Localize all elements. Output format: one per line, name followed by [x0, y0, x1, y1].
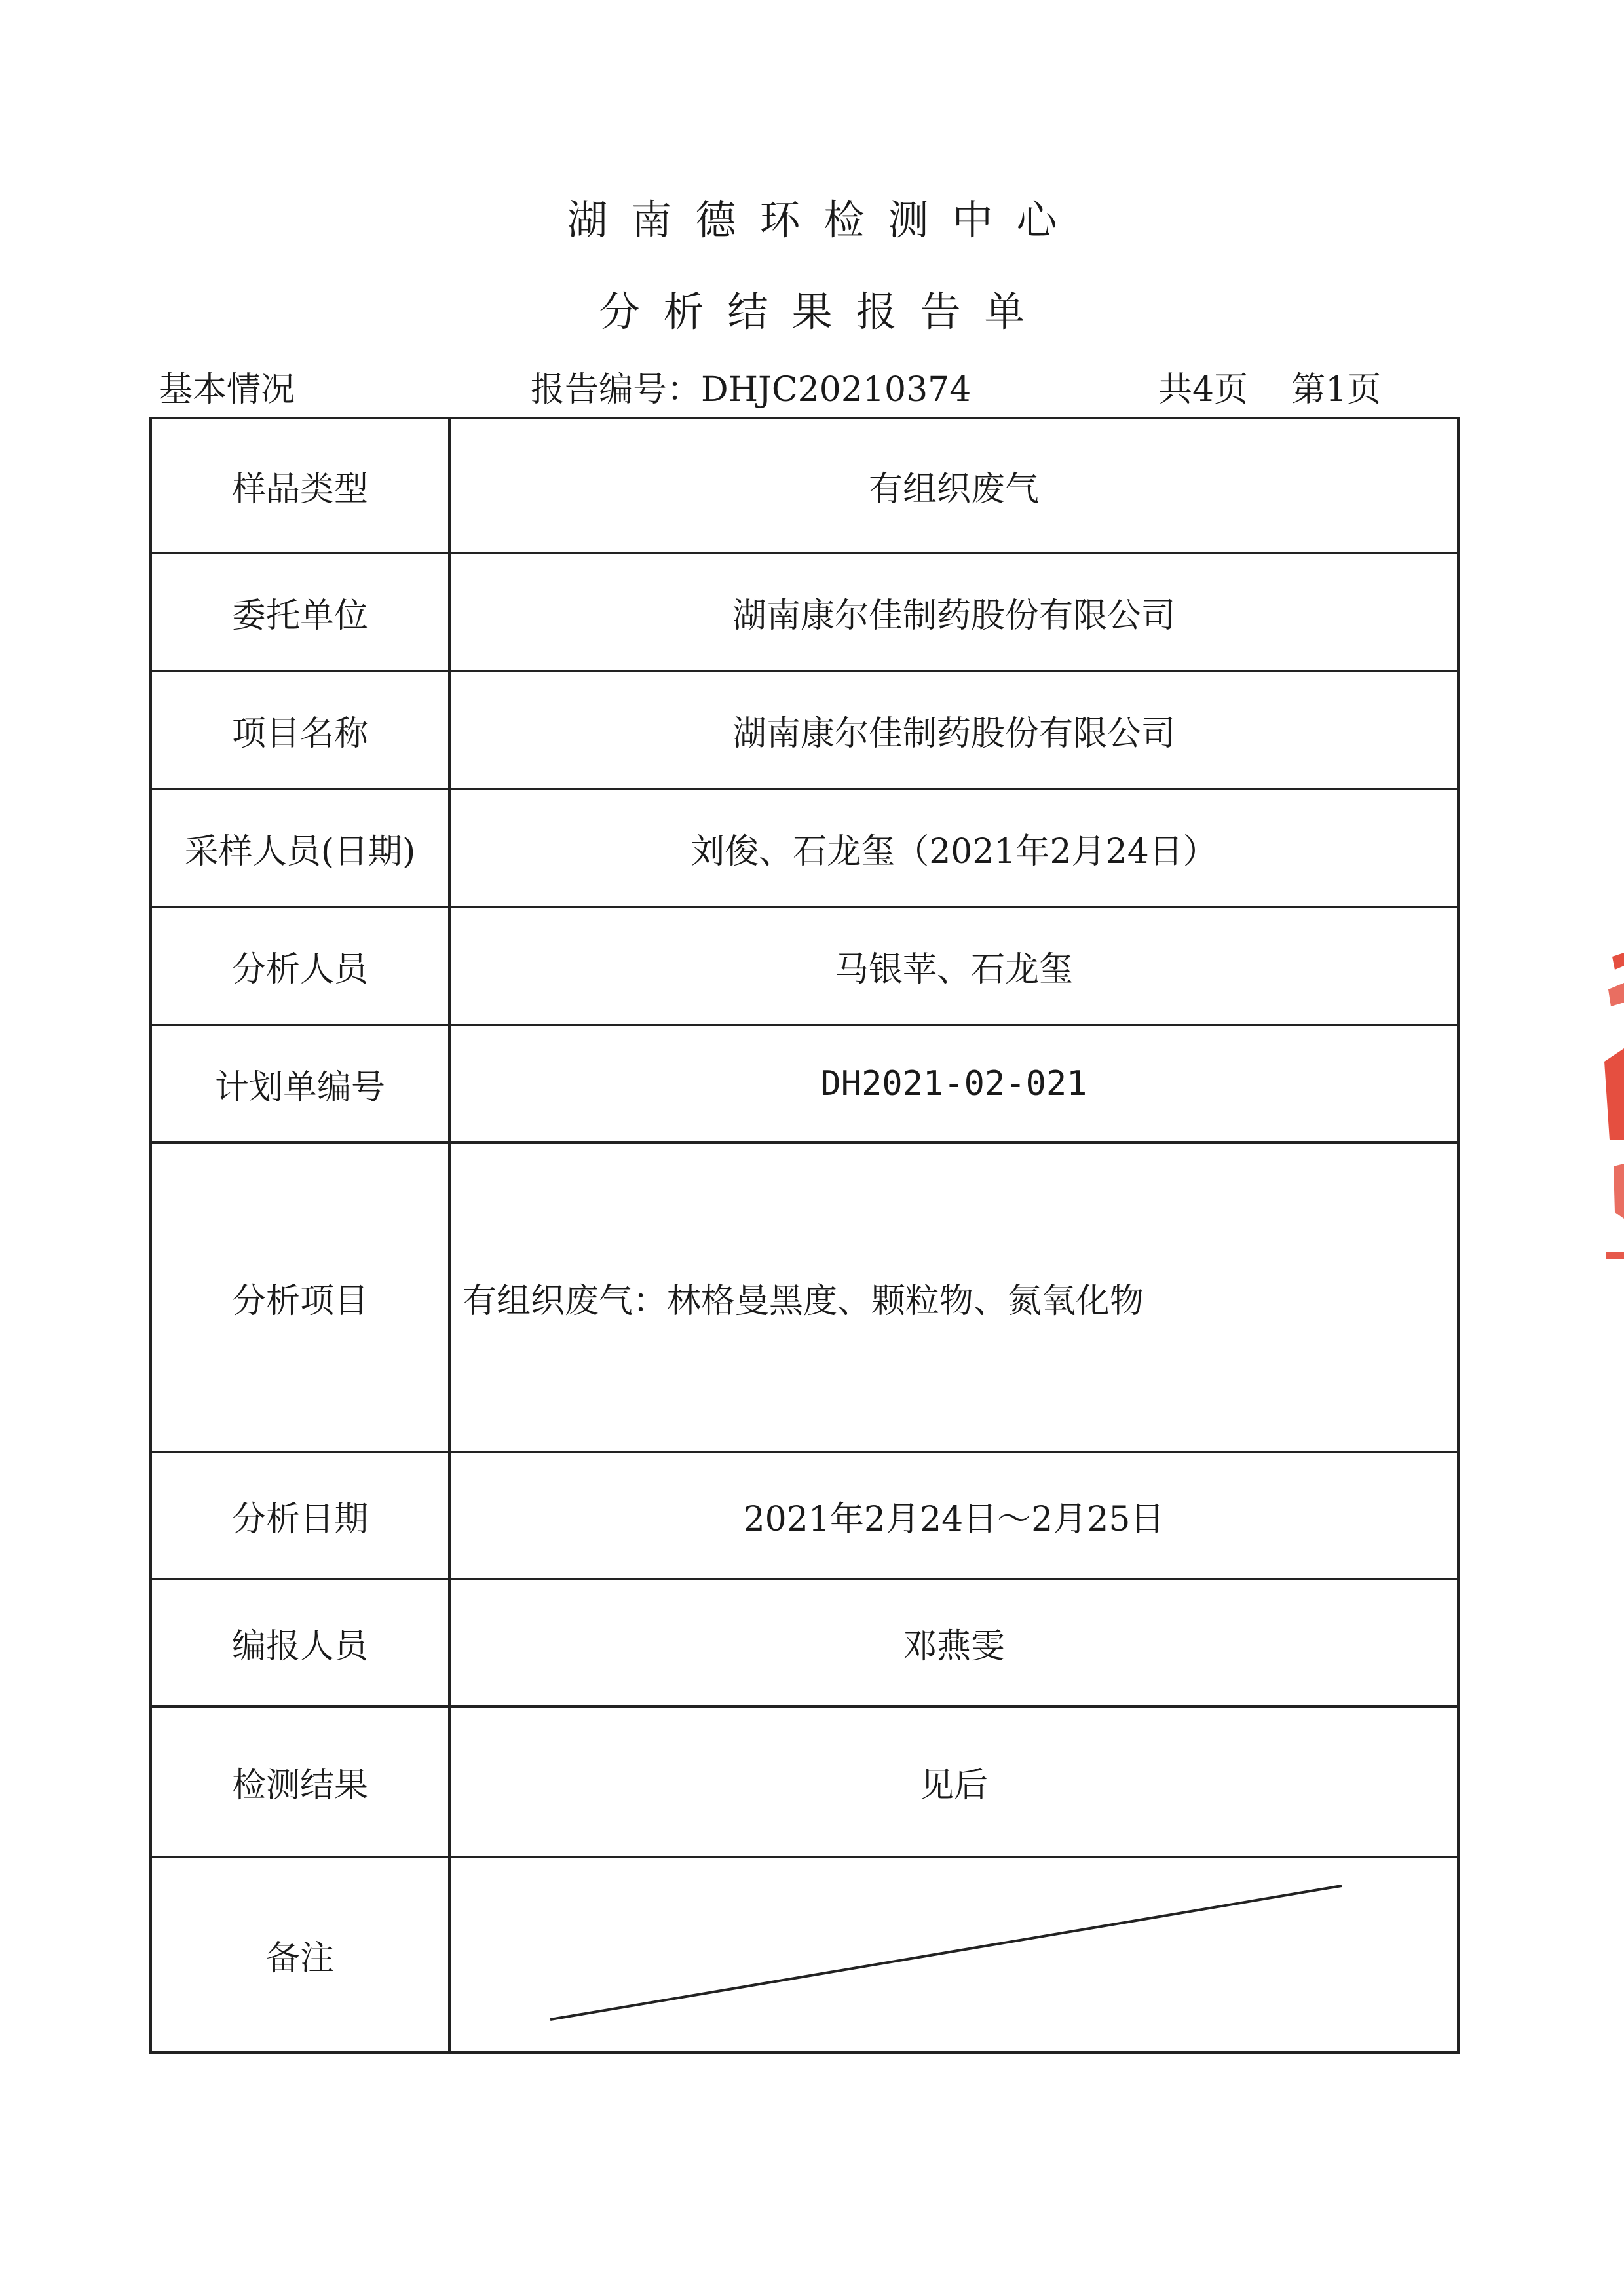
table-row: [151, 789, 1458, 907]
report-number: 报告编号：DHJC20210374: [531, 370, 972, 410]
row-value-compiler: 邓燕雯: [449, 1579, 1458, 1706]
red-seal-stamp-partial: [1595, 944, 1624, 1271]
table-row: [151, 907, 1458, 1025]
row-value-client: 湖南康尔佳制药股份有限公司: [449, 553, 1458, 671]
row-value-sampler: 刘俊、石龙玺（2021年2月24日）: [449, 789, 1458, 907]
section-label: 基本情况: [159, 370, 295, 410]
row-label-sampler: 采样人员(日期): [151, 789, 449, 907]
row-value-remarks: [449, 1857, 1458, 2052]
table-row: [151, 1143, 1458, 1452]
row-value-analyst: 马银苹、石龙玺: [449, 907, 1458, 1025]
row-label-sample-type: 样品类型: [151, 418, 449, 553]
row-label-client: 委托单位: [151, 553, 449, 671]
table-row: [151, 1857, 1458, 2052]
organization-title: 湖南德环检测中心: [567, 196, 1081, 244]
table-row: [151, 1706, 1458, 1857]
row-label-analysis-items: 分析项目: [151, 1143, 449, 1452]
table-row: [151, 553, 1458, 671]
row-value-analysis-items: 有组织废气：林格曼黑度、颗粒物、氮氧化物: [449, 1143, 1458, 1452]
table-row: [151, 1452, 1458, 1579]
page-indicator: 共4页 第1页: [1158, 370, 1382, 410]
row-label-plan-number: 计划单编号: [151, 1025, 449, 1143]
row-label-compiler: 编报人员: [151, 1579, 449, 1706]
row-label-test-results: 检测结果: [151, 1706, 449, 1857]
table-row: [151, 1579, 1458, 1706]
row-value-plan-number: DH2021-02-021: [449, 1025, 1458, 1143]
table-row: [151, 418, 1458, 553]
report-table: [149, 417, 1460, 2054]
row-value-sample-type: 有组织废气: [449, 418, 1458, 553]
table-row: [151, 1025, 1458, 1143]
strikethrough-line: [451, 1858, 1460, 2054]
row-label-analyst: 分析人员: [151, 907, 449, 1025]
row-label-analysis-date: 分析日期: [151, 1452, 449, 1579]
table-row: [151, 671, 1458, 789]
row-label-project-name: 项目名称: [151, 671, 449, 789]
row-value-analysis-date: 2021年2月24日～2月25日: [449, 1452, 1458, 1579]
row-label-remarks: 备注: [151, 1857, 449, 2052]
row-value-test-results: 见后: [449, 1706, 1458, 1857]
document-title: 分析结果报告单: [599, 288, 1049, 335]
row-value-project-name: 湖南康尔佳制药股份有限公司: [449, 671, 1458, 789]
